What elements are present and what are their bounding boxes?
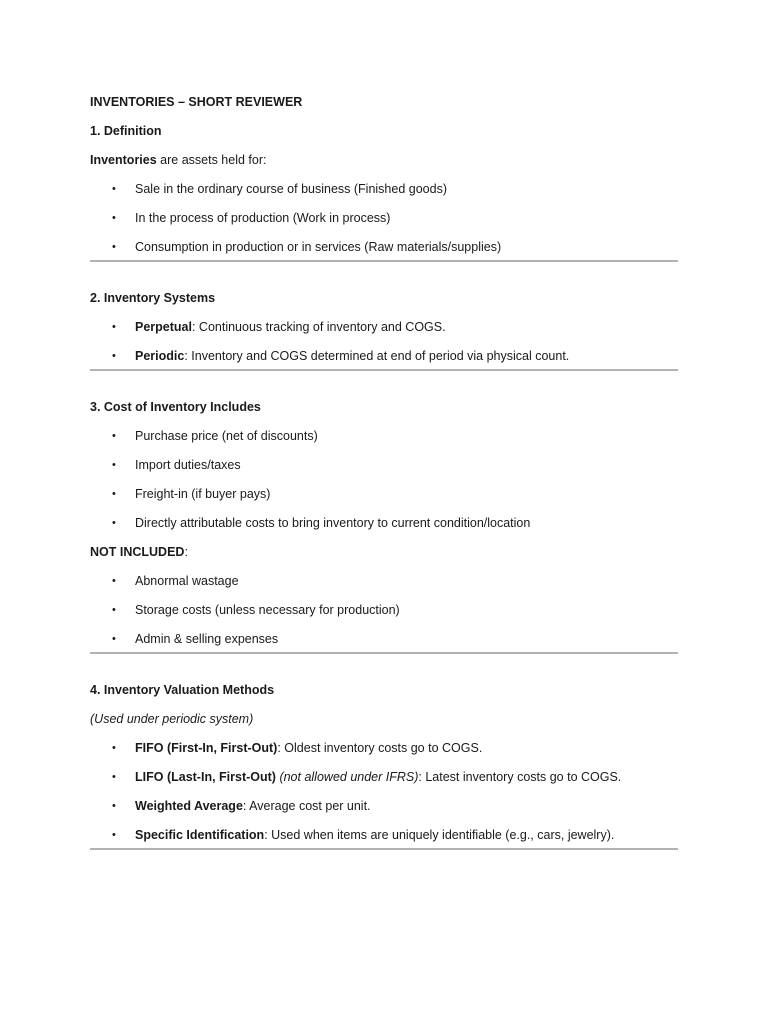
bullet-icon: • [112,800,116,812]
bullet-icon: • [112,488,116,500]
list-item-term: Periodic [135,349,185,363]
list-item [90,601,678,630]
list-item-term: LIFO (Last-In, First-Out) [135,770,276,784]
list-item-text: Freight-in (if buyer pays) [135,487,271,501]
definition-term: Inventories [90,153,157,167]
list-item-note: (not allowed under IFRS) [275,770,419,784]
list-item [90,797,678,826]
list-item [90,572,678,601]
section-divider [90,848,678,850]
list-item-text: Purchase price (net of discounts) [135,429,318,443]
list-item [90,427,678,456]
list-item-text: Sale in the ordinary course of business (Finished goods) [135,182,447,196]
cost-excluded-list [90,572,678,652]
list-item-term: Perpetual [135,320,192,334]
list-item [90,514,678,543]
section-heading-cost: 3. Cost of Inventory Includes [90,400,261,414]
not-included-colon: : [184,545,188,559]
list-item [90,456,678,485]
list-item [90,347,678,369]
bullet-icon: • [112,430,116,442]
list-item [90,768,678,797]
bullet-icon: • [112,742,116,754]
list-item-text: : Oldest inventory costs go to COGS. [277,741,483,755]
definition-intro [90,151,678,180]
bullet-icon: • [112,829,116,841]
list-item-text: Directly attributable costs to bring inventory to current condition/location [135,516,531,530]
list-item-text: Consumption in production or in services (Raw materials/supplies) [135,240,502,254]
systems-list [90,318,678,369]
bullet-icon: • [112,575,116,587]
bullet-icon: • [112,459,116,471]
list-item-text: Import duties/taxes [135,458,241,472]
list-item-term: Specific Identification [135,828,265,842]
list-item-term: FIFO (First-In, First-Out) [135,741,278,755]
document-title: INVENTORIES – SHORT REVIEWER [90,95,303,109]
bullet-icon: • [112,321,116,333]
list-item [90,739,678,768]
list-item-text: : Used when items are uniquely identifiable (e.g., cars, jewelry). [264,828,615,842]
bullet-icon: • [112,517,116,529]
list-item-text: Storage costs (unless necessary for production) [135,603,400,617]
list-item [90,318,678,347]
list-item [90,485,678,514]
definition-intro-text: are assets held for: [156,153,267,167]
bullet-icon: • [112,183,116,195]
list-item-text: : Inventory and COGS determined at end of period via physical count. [184,349,570,363]
list-item-text: Admin & selling expenses [135,632,279,646]
bullet-icon: • [112,633,116,645]
cost-included-list [90,427,678,543]
list-item [90,238,678,260]
bullet-icon: • [112,241,116,253]
list-item-term: Weighted Average [135,799,243,813]
list-item-text: : Latest inventory costs go to COGS. [418,770,622,784]
list-item-text: Abnormal wastage [135,574,239,588]
list-item [90,630,678,652]
bullet-icon: • [112,771,116,783]
section-heading-definition: 1. Definition [90,124,162,138]
definition-list [90,180,678,260]
not-included-term: NOT INCLUDED [90,545,185,559]
list-item [90,209,678,238]
list-item-text: : Continuous tracking of inventory and COGS. [191,320,446,334]
valuation-list [90,739,678,848]
document-page [90,93,678,850]
list-item-text: : Average cost per unit. [242,799,371,813]
bullet-icon: • [112,350,116,362]
list-item [90,826,678,848]
bullet-icon: • [112,212,116,224]
section-heading-systems: 2. Inventory Systems [90,291,216,305]
not-included-label [90,543,678,572]
list-item-text: In the process of production (Work in process) [135,211,391,225]
valuation-note: (Used under periodic system) [90,712,254,726]
list-item [90,180,678,209]
bullet-icon: • [112,604,116,616]
section-heading-valuation: 4. Inventory Valuation Methods [90,683,275,697]
